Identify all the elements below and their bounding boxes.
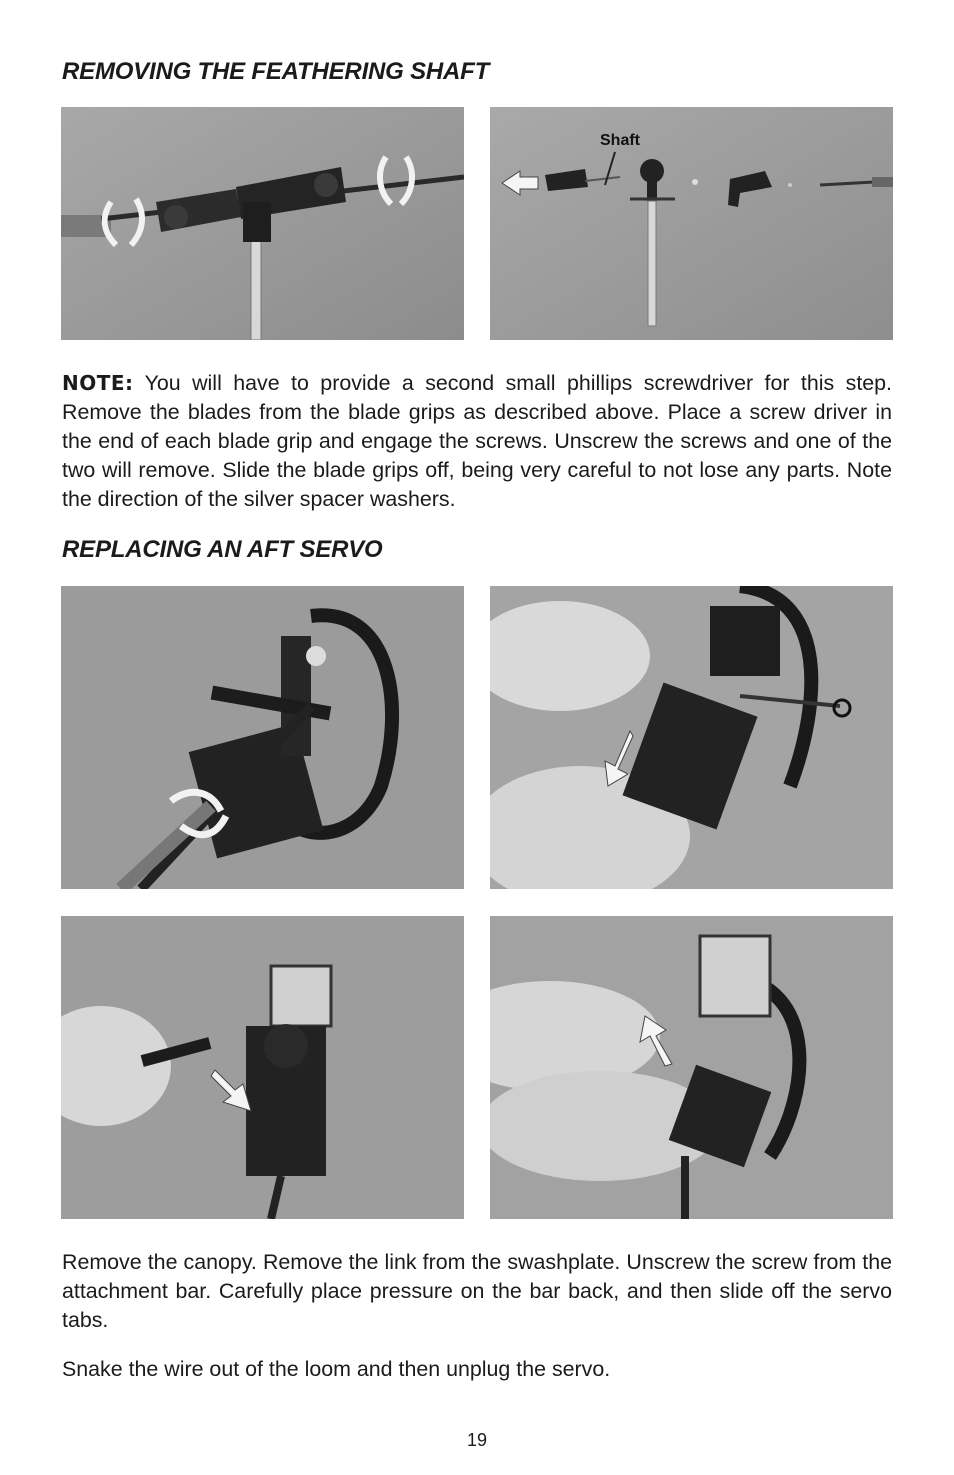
section-heading-feathering-shaft: REMOVING THE FEATHERING SHAFT bbox=[62, 58, 490, 85]
photo-servo-step-2 bbox=[490, 586, 893, 889]
servo-paragraph-2: Snake the wire out of the loom and then unplug the servo. bbox=[62, 1357, 611, 1381]
section-heading-aft-servo: REPLACING AN AFT SERVO bbox=[62, 536, 383, 563]
photo-disassembled-parts bbox=[490, 107, 893, 340]
note-text: You will have to provide a second small phillips screwdriver for this step. Remove the blades from the blade grips as described above. Place a screw driver in the end of each blade grip and engage the screws. Unscrew the screws and one of the two will remove. Slide the blade grips off, being very careful to not lose any parts. Note the direction of the silver spacer washers. bbox=[62, 371, 892, 511]
photo-servo-step-4 bbox=[490, 916, 893, 1219]
note-paragraph bbox=[62, 369, 892, 514]
photo-servo-step-3 bbox=[61, 916, 464, 1219]
note-label: NOTE: bbox=[62, 371, 134, 395]
servo-paragraph-1: Remove the canopy. Remove the link from the swashplate. Unscrew the screw from the attachment bar. Carefully place pressure on the bar back, and then slide off the servo tabs. bbox=[62, 1250, 892, 1332]
page-number: 19 bbox=[466, 1430, 488, 1450]
photo-rotor-head-disassembly bbox=[61, 107, 464, 340]
photo-servo-step-1 bbox=[61, 586, 464, 889]
shaft-callout-label: Shaft bbox=[600, 132, 640, 149]
